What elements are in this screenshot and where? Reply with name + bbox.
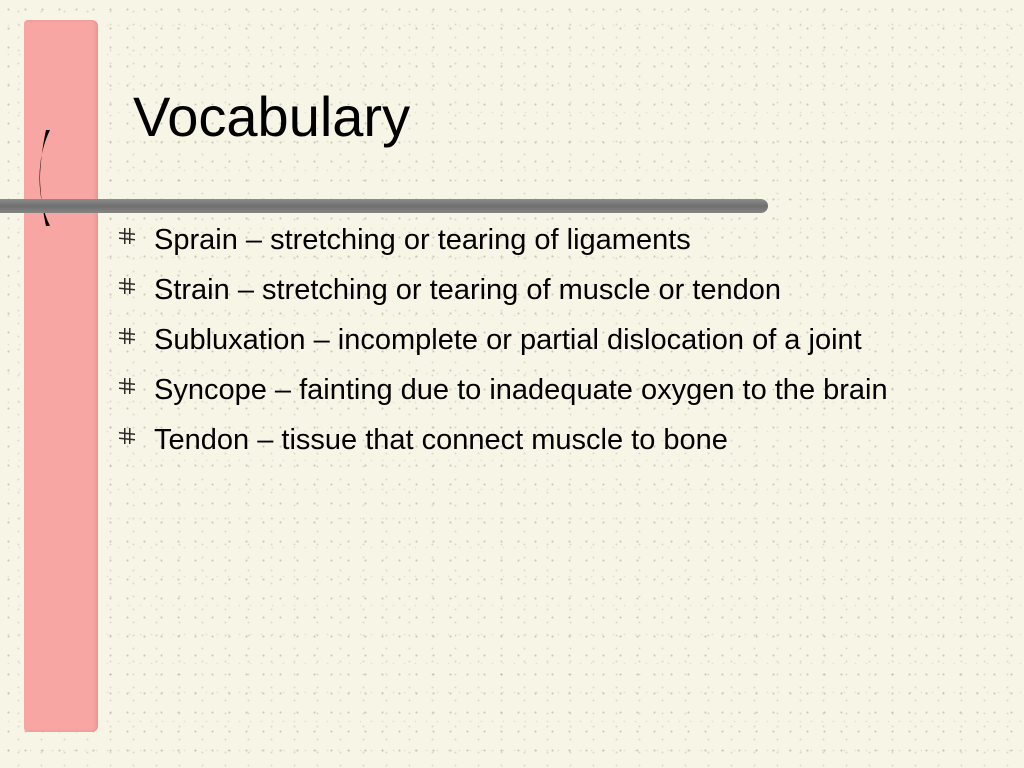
bullet-text: Strain – stretching or tearing of muscle or tendon [154,274,782,306]
list-item [118,320,998,360]
list-item [118,420,998,460]
list-item [118,270,998,310]
list-item [118,220,998,260]
list-item [118,370,998,410]
bullet-list [118,220,998,470]
decorative-pink-strip [24,20,98,732]
bullet-text: Tendon – tissue that connect muscle to bone [154,424,728,456]
title-divider-bar [0,199,768,213]
hash-bullet-icon [118,277,136,295]
bullet-text: Syncope – fainting due to inadequate oxygen to the brain [154,374,888,406]
bullet-text: Sprain – stretching or tearing of ligaments [154,224,691,256]
bullet-text: Subluxation – incomplete or partial dislocation of a joint [154,324,862,356]
bracket-icon [30,128,58,228]
hash-bullet-icon [118,427,136,445]
slide-title: Vocabulary [133,85,411,148]
hash-bullet-icon [118,327,136,345]
hash-bullet-icon [118,377,136,395]
hash-bullet-icon [118,227,136,245]
